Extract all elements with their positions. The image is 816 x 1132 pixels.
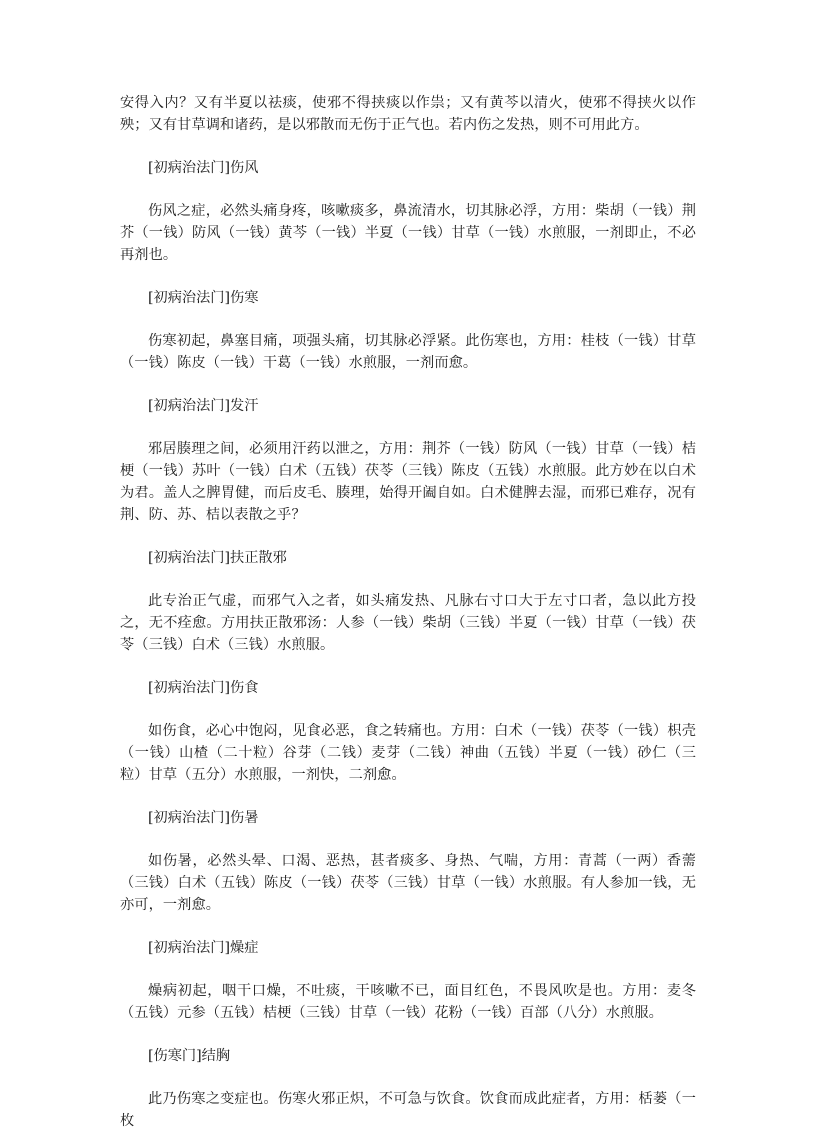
- section-heading-jie-xiong: [伤寒门]结胸: [148, 1048, 231, 1064]
- paragraph-shang-han: 伤寒初起，鼻塞目痛，项强头痛，切其脉必浮紧。此伤寒也，方用：桂枝（一钱）甘草（一钱）陈皮（一钱）干葛（一钱）水煎服，一剂而愈。: [120, 333, 696, 371]
- section-heading-fu-zheng-san-xie: [初病治法门]扶正散邪: [148, 550, 287, 566]
- paragraph-shang-feng: 伤风之症，必然头痛身疼，咳嗽痰多，鼻流清水，切其脉必浮，方用：柴胡（一钱）荆芥（一钱）防风（一钱）黄芩（一钱）半夏（一钱）甘草（一钱）水煎服，一剂即止，不必再剂也。: [120, 203, 696, 263]
- paragraph-intro: 安得入内？又有半夏以祛痰，使邪不得挟痰以作祟；又有黄芩以清火，使邪不得挟火以作殃；又有甘草调和诸药，是以邪散而无伤于正气也。若内伤之发热，则不可用此方。: [120, 95, 696, 133]
- section-heading-zao-zheng: [初病治法门]燥症: [148, 940, 259, 956]
- paragraph-shang-shi: 如伤食，必心中饱闷，见食必恶，食之转痛也。方用：白术（一钱）茯苓（一钱）枳壳（一钱）山楂（二十粒）谷芽（二钱）麦芽（二钱）神曲（五钱）半夏（一钱）砂仁（三粒）甘草（五分）水煎服，一剂快，二剂愈。: [120, 723, 696, 783]
- paragraph-jie-xiong: 此乃伤寒之变症也。伤寒火邪正炽，不可急与饮食。饮食而成此症者，方用：栝蒌（一枚: [120, 1091, 696, 1129]
- section-heading-fa-han: [初病治法门]发汗: [148, 398, 259, 414]
- section-heading-shang-shi: [初病治法门]伤食: [148, 680, 259, 696]
- section-heading-shang-han: [初病治法门]伤寒: [148, 290, 259, 306]
- paragraph-shang-shu: 如伤暑，必然头晕、口渴、恶热，甚者痰多、身热、气喘，方用：青蒿（一两）香薷（三钱）白术（五钱）陈皮（一钱）茯苓（三钱）甘草（一钱）水煎服。有人参加一钱，无亦可，一剂愈。: [120, 853, 696, 913]
- section-heading-shang-feng: [初病治法门]伤风: [148, 160, 259, 176]
- paragraph-fa-han: 邪居腠理之间，必须用汗药以泄之，方用：荆芥（一钱）防风（一钱）甘草（一钱）桔梗（一钱）苏叶（一钱）白术（五钱）茯苓（三钱）陈皮（五钱）水煎服。此方妙在以白术为君。盖人之脾胃健，而后皮毛、腠理，始得开阖自如。白术健脾去湿，而邪已难存，况有荆、防、苏、桔以表散之乎？: [120, 441, 696, 523]
- paragraph-zao-zheng: 燥病初起，咽干口燥，不吐痰，干咳嗽不已，面目红色，不畏风吹是也。方用：麦冬（五钱）元参（五钱）桔梗（三钱）甘草（一钱）花粉（一钱）百部（八分）水煎服。: [120, 983, 696, 1021]
- document-page: [120, 92, 696, 1132]
- section-heading-shang-shu: [初病治法门]伤暑: [148, 810, 259, 826]
- paragraph-fu-zheng-san-xie: 此专治正气虚，而邪气入之者，如头痛发热、凡脉右寸口大于左寸口者，急以此方投之，无不痊愈。方用扶正散邪汤：人参（一钱）柴胡（三钱）半夏（一钱）甘草（一钱）茯苓（三钱）白术（三钱）水煎服。: [120, 593, 696, 653]
